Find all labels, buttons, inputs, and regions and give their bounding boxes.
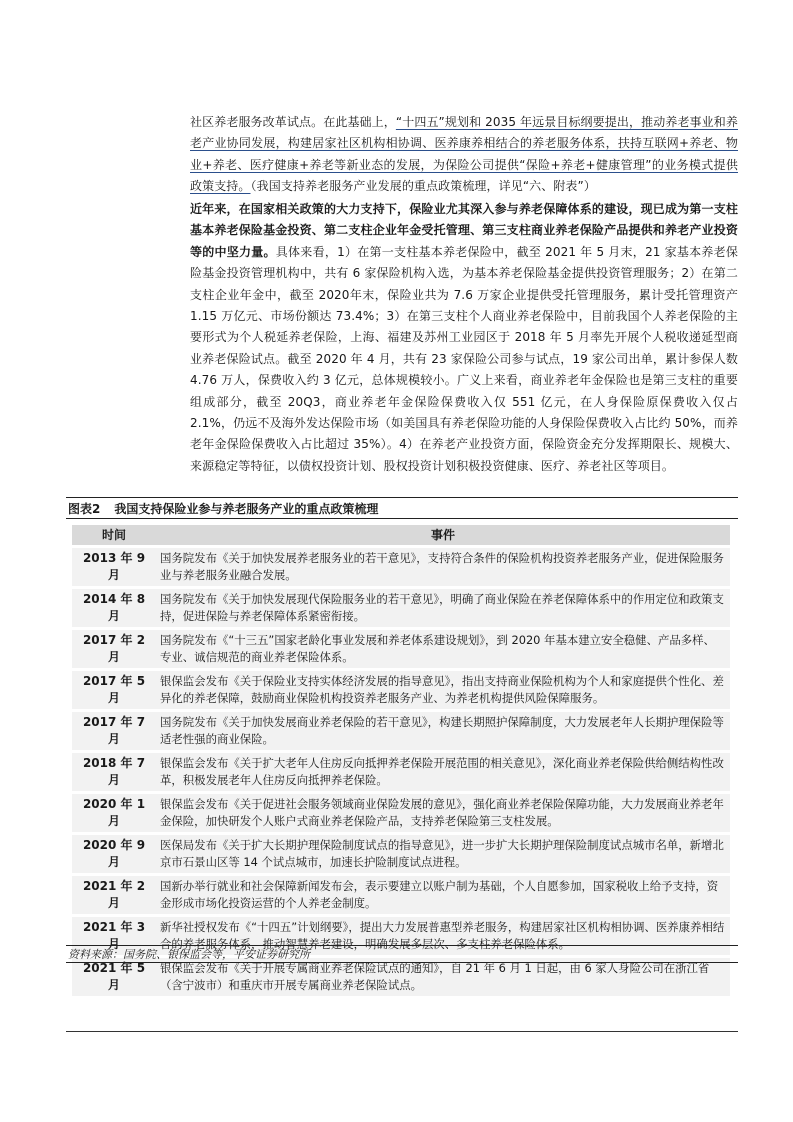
policy-table xyxy=(72,522,730,999)
footer-rule xyxy=(66,1031,738,1032)
figure-label: 图表2 xyxy=(68,502,101,516)
intro-paragraph xyxy=(190,112,738,198)
table-row xyxy=(72,794,730,832)
row-event: 国务院发布《关于加快发展现代保险服务业的若干意见》，明确了商业保险在养老保障体系中的作用定位和政策支持，促进保险与养老保障体系紧密衔接。 xyxy=(156,589,730,627)
table-row xyxy=(72,548,730,586)
intro-lead: 社区养老服务改革试点。在此基础上， xyxy=(190,115,396,129)
row-event: 国新办举行就业和社会保障新闻发布会，表示要建立以账户制为基础，个人自愿参加，国家税收上给予支持，资金形成市场化投资运营的个人养老金制度。 xyxy=(156,876,730,914)
insurance-bold-lead: 近年来，在国家相关政策的大力支持下，保险业尤其深入参与养老保障体系的建设，现已成为第一支柱基本养老保险基金投资、第二支柱企业年金受托管理、第三支柱商业养老保险产品提供和养老产业投资等的中坚力量。 xyxy=(190,202,738,259)
row-event: 银保监会发布《关于促进社会服务领域商业保险发展的意见》，强化商业养老保险保障功能，大力发展商业养老年金保险，加快研发个人账户式商业养老保险产品，支持养老保险第三支柱发展。 xyxy=(156,794,730,832)
header-time: 时间 xyxy=(72,525,156,545)
table-row xyxy=(72,876,730,914)
table-row xyxy=(72,712,730,750)
intro-underlined: “十四五”规划和 2035 年远景目标纲要提出，推动养老事业和养老产业协同发展，构建居家社区机构相协调、医养康养相结合的养老服务体系，扶持互联网+养老、物业+养老、医疗健康+养老等新业态的发展，为保险公司提供“保险+养老+健康管理”的业务模式提供政策支持。 xyxy=(190,115,738,194)
table-row xyxy=(72,630,730,668)
row-event: 银保监会发布《关于开展专属商业养老保险试点的通知》，自 21 年 6 月 1 日起，由 6 家人身险公司在浙江省（含宁波市）和重庆市开展专属商业养老保险试点。 xyxy=(156,958,730,996)
source-note: 资料来源：国务院、银保监会等，平安证券研究所 xyxy=(66,945,738,963)
row-event: 医保局发布《关于扩大长期护理保险制度试点的指导意见》，进一步扩大长期护理保险制度试点城市名单，新增北京市石景山区等 14 个试点城市，加速长护险制度试点进程。 xyxy=(156,835,730,873)
row-date: 2021 年 2 月 xyxy=(72,876,156,914)
row-event: 新华社授权发布《“十四五”计划纲要》，提出大力发展普惠型养老服务，构建居家社区机构相协调、医养康养相结合的养老服务体系，推动智慧养老建设，明确发展多层次、多支柱养老保险体系。 xyxy=(156,917,730,955)
row-date: 2014 年 8 月 xyxy=(72,589,156,627)
row-date: 2017 年 7 月 xyxy=(72,712,156,750)
row-date: 2013 年 9 月 xyxy=(72,548,156,586)
row-date: 2020 年 1 月 xyxy=(72,794,156,832)
table-row xyxy=(72,589,730,627)
row-event: 银保监会发布《关于扩大老年人住房反向抵押养老保险开展范围的相关意见》，深化商业养老保险供给侧结构性改革，积极发展老年人住房反向抵押养老保险。 xyxy=(156,753,730,791)
figure-title xyxy=(66,497,738,519)
table-row xyxy=(72,753,730,791)
row-date: 2020 年 9 月 xyxy=(72,835,156,873)
table-row xyxy=(72,671,730,709)
figure-caption: 我国支持保险业参与养老服务产业的重点政策梳理 xyxy=(114,502,379,516)
insurance-body: 具体来看，1）在第一支柱基本养老保险中，截至 2021 年 5 月末，21 家基本养老保险基金投资管理机构中，共有 6 家保险机构入选，为基本养老保险基金提供投资管理服务；2）在第二支柱企业年金中，截至 2020年末，保险业共为 7.6 万家企业提供受托管理服务，累计受托管理资产 1.15 万亿元、市场份额达 73.4%；3）在第三支柱个人商业养老保险中，目前我国个人养老保险的主要形式为个人税延养老保险，上海、福建及苏州工业园区于 2018 年 5 月率先开展个人税收递延型商业养老保险试点。截至 2020 年 4 月，共有 23 家保险公司参与试点，19 家公司出单，累计参保人数 4.76 万人，保费收入约 3 亿元，总体规模较小。广义上来看，商业养老年金保险也是第三支柱的重要组成部分，截至 20Q3，商业养老年金保险保费收入仅 551 亿元，在人身保险原保费收入仅占 2.1%，仍远不及海外发达保险市场（如美国具有养老保险功能的人身保险保费收入占比约 50%，而养老年金保险保费收入占比超过 35%）。4）在养老产业投资方面，保险资金充分发挥期限长、规模大、来源稳定等特征，以债权投资计划、股权投资计划积极投资健康、医疗、养老社区等项目。 xyxy=(190,244,738,473)
row-event: 银保监会发布《关于保险业支持实体经济发展的指导意见》，指出支持商业保险机构为个人和家庭提供个性化、差异化的养老保障，鼓励商业保险机构投资养老服务产业、为养老机构提供风险保障服务。 xyxy=(156,671,730,709)
intro-note: （我国支持养老服务产业发展的重点政策梳理，详见“六、附表”） xyxy=(250,179,596,194)
insurance-paragraph xyxy=(190,199,738,477)
row-date: 2021 年 3 月 xyxy=(72,917,156,955)
row-event: 国务院发布《“十三五”国家老龄化事业发展和养老体系建设规划》，到 2020 年基本建立安全稳健、产品多样、专业、诚信规范的商业养老保险体系。 xyxy=(156,630,730,668)
row-date: 2017 年 5 月 xyxy=(72,671,156,709)
row-event: 国务院发布《关于加快发展商业养老保险的若干意见》，构建长期照护保障制度，大力发展老年人长期护理保险等适老性强的商业保险。 xyxy=(156,712,730,750)
policy-table-body xyxy=(72,548,730,996)
table-row xyxy=(72,835,730,873)
row-date: 2021 年 5 月 xyxy=(72,958,156,996)
header-event: 事件 xyxy=(156,525,730,545)
row-date: 2018 年 7 月 xyxy=(72,753,156,791)
row-event: 国务院发布《关于加快发展养老服务业的若干意见》，支持符合条件的保险机构投资养老服务产业，促进保险服务业与养老服务业融合发展。 xyxy=(156,548,730,586)
row-date: 2017 年 2 月 xyxy=(72,630,156,668)
